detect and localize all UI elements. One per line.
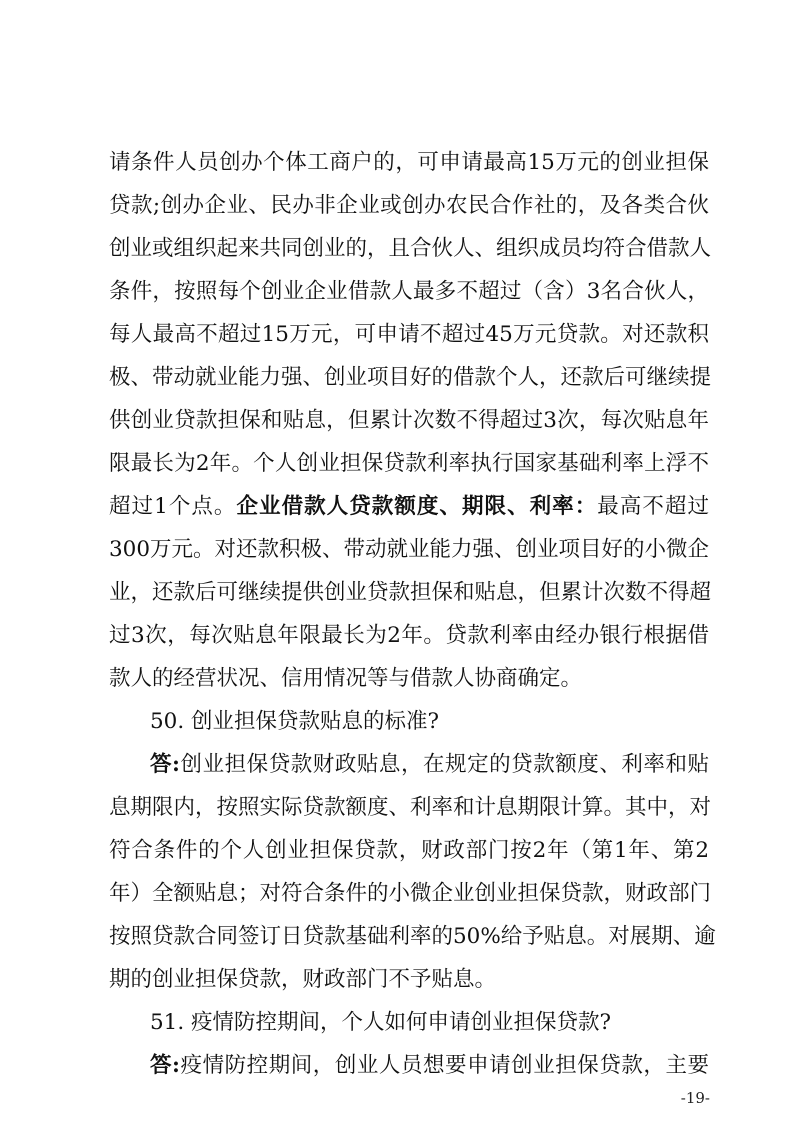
question-title: 创业担保贷款贴息的标准? xyxy=(191,709,440,734)
body-text-line: 创业或组织起来共同创业的，且合伙人、组织成员均符合借款人 xyxy=(109,236,712,261)
body-text-line: 300万元。对还款积极、带动就业能力强、创业项目好的小微企 xyxy=(109,537,710,562)
question-number: 51. xyxy=(150,1010,185,1035)
body-text-line: 请条件人员创办个体工商户的，可申请最高15万元的创业担保 xyxy=(109,150,709,175)
page-number: -19- xyxy=(680,1089,710,1107)
answer-label: 答: xyxy=(150,752,180,777)
answer-text-line: 按照贷款合同签订日贷款基础利率的50%给予贴息。对展期、逾 xyxy=(109,924,716,949)
body-text-line: 限最长为2年。个人创业担保贷款利率执行国家基础利率上浮不 xyxy=(109,451,709,476)
body-text-segment: 超过1个点。 xyxy=(109,494,237,519)
answer-first-line xyxy=(150,747,709,783)
answer-text: 疫情防控期间，创业人员想要申请创业担保贷款，主要 xyxy=(179,1053,709,1078)
body-text-line: 贷款;创办企业、民办非企业或创办农民合作社的，及各类合伙 xyxy=(109,193,709,218)
body-text-line xyxy=(109,489,709,525)
question-heading xyxy=(150,704,709,740)
body-text-line: 业，还款后可继续提供创业贷款担保和贴息，但累计次数不得超 xyxy=(109,580,712,605)
bold-heading-inline: 企业借款人贷款额度、期限、利率： xyxy=(236,494,598,519)
body-text-line: 过3次，每次贴息年限最长为2年。贷款利率由经办银行根据借 xyxy=(109,623,709,648)
answer-label: 答: xyxy=(150,1053,180,1078)
body-text-line: 每人最高不超过15万元，可申请不超过45万元贷款。对还款积 xyxy=(109,322,709,347)
answer-first-line xyxy=(150,1048,709,1084)
body-text-line: 供创业贷款担保和贴息，但累计次数不得超过3次，每次贴息年 xyxy=(109,408,709,433)
question-title: 疫情防控期间，个人如何申请创业担保贷款? xyxy=(191,1010,612,1035)
answer-text-line: 期的创业担保贷款，财政部门不予贴息。 xyxy=(109,967,497,992)
answer-text-line: 符合条件的个人创业担保贷款，财政部门按2年（第1年、第2 xyxy=(109,838,709,863)
answer-text-line: 年）全额贴息；对符合条件的小微企业创业担保贷款，财政部门 xyxy=(109,881,712,906)
question-number: 50. xyxy=(150,709,185,734)
body-text-line: 款人的经营状况、信用情况等与借款人协商确定。 xyxy=(109,666,583,691)
body-text-segment: 最高不超过 xyxy=(597,494,709,519)
body-text-line: 极、带动就业能力强、创业项目好的借款个人，还款后可继续提 xyxy=(109,365,712,390)
answer-text: 创业担保贷款财政贴息，在规定的贷款额度、利率和贴 xyxy=(179,752,709,777)
answer-text-line: 息期限内，按照实际贷款额度、利率和计息期限计算。其中，对 xyxy=(109,795,712,820)
body-text-line: 条件，按照每个创业企业借款人最多不超过（含）3名合伙人， xyxy=(109,279,709,304)
question-heading xyxy=(150,1005,709,1041)
